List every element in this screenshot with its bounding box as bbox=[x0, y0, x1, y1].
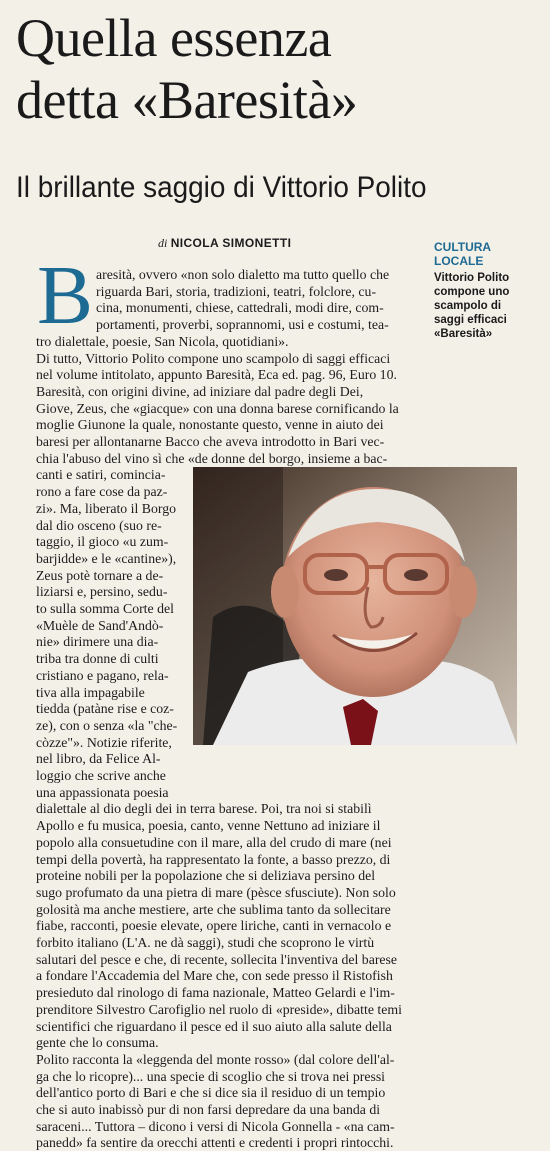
body-line: tiedda (patàne rise e coz- bbox=[36, 701, 174, 717]
body-line: salutari del pesce e che, di recente, sollecita l'inventiva del barese bbox=[36, 951, 398, 967]
byline bbox=[158, 236, 291, 250]
body-line: «Muèle de Sand'Andò- bbox=[36, 617, 164, 633]
rubric-line-1: CULTURA bbox=[434, 240, 492, 254]
body-line: tempi della povertà, ha rappresentato la fonte, a basso prezzo, di bbox=[36, 851, 391, 867]
summary-line: Vittorio Polito bbox=[434, 272, 510, 284]
body-line: to sulla somma Corte del bbox=[36, 601, 174, 616]
body-line: loggio che scrive anche bbox=[36, 768, 166, 783]
body-line: zi». Ma, liberato il Borgo bbox=[36, 500, 176, 516]
body-line: Baresità, con origini divine, ad iniziare dal padre degli Dei, bbox=[36, 383, 364, 399]
author-photo bbox=[193, 467, 517, 745]
body-line: Giove, Zeus, che «giacque» con una donna barese cornificando la bbox=[36, 400, 399, 416]
byline-author: NICOLA SIMONETTI bbox=[170, 236, 292, 250]
body-line: gente che lo consuma. bbox=[36, 1035, 159, 1051]
body-line: canti e satiri, comincia- bbox=[36, 467, 166, 483]
body-line: panedd» fa sentire da orecchi attenti e credenti i propri rintocchi. bbox=[36, 1135, 394, 1151]
body-line: una appassionata poesia bbox=[36, 784, 169, 800]
body-line: nie» dirimere una dia- bbox=[36, 634, 159, 650]
rubric-line-2: LOCALE bbox=[434, 254, 484, 268]
body-line: popolo alla consuetudine con il mare, alla del crudo di mare (nei bbox=[36, 834, 392, 850]
body-line: chia l'abuso del vino sì che «de donne del borgo, insieme a bac- bbox=[36, 450, 388, 466]
body-line: golosità ma anche mestiere, arte che sublima tanto da sollecitare bbox=[36, 901, 391, 917]
body-line: portamenti, proverbi, soprannomi, usi e costumi, tea- bbox=[96, 317, 389, 333]
body-line: rono a fare cose da paz- bbox=[36, 484, 168, 500]
body-line: Polito racconta la «leggenda del monte rosso» (dal colore dell'al- bbox=[36, 1051, 395, 1067]
body-line: forbito italiano (L'A. ne dà saggi), studi che scoprono le virtù bbox=[36, 935, 375, 950]
body-line: liziarsi e, persino, sedu- bbox=[36, 584, 168, 600]
sidebar-box bbox=[434, 240, 544, 341]
body-line: tiva alla impagabile bbox=[36, 684, 145, 700]
body-line: fiabe, racconti, poesie elevate, opere liriche, canti in vernacolo e bbox=[36, 918, 392, 934]
body-line: ze), con o senza «la "che- bbox=[36, 717, 178, 733]
summary-line: scampolo di bbox=[434, 300, 502, 312]
body-line: moglie Giunone la quale, nonostante questo, venne in aiuto dei bbox=[36, 417, 384, 433]
body-line: triba tra donne di culti bbox=[36, 651, 159, 667]
body-line: taggio, il gioco «u zum- bbox=[36, 534, 169, 550]
portrait-image bbox=[193, 467, 517, 745]
headline-line-1: Quella essenza bbox=[16, 8, 332, 68]
body-line: dialettale al dio degli dei in terra barese. Poi, tra noi si stabilì bbox=[36, 801, 372, 817]
subheadline: Il brillante saggio di Vittorio Polito bbox=[16, 171, 427, 204]
body-line: prenditore Silvestro Carofiglio nel ruolo di «preside», dibatte temi bbox=[36, 1001, 402, 1017]
body-line: còzze"». Notizie riferite, bbox=[36, 734, 172, 750]
summary-line: «Baresità» bbox=[434, 328, 493, 340]
body-line: presieduto dal rinologo di fama nazionale, Matteo Gelardi e l'im- bbox=[36, 985, 395, 1001]
body-line: nel libro, da Felice Al- bbox=[36, 751, 161, 767]
body-line: ga che lo ricopre)... una specie di scoglio che si trova nei pressi bbox=[36, 1068, 386, 1084]
body-line: cina, monumenti, chiese, cattedrali, modi dire, com- bbox=[96, 300, 384, 316]
body-line: dell'antico porto di Bari e che si dice sia il residuo di un tempio bbox=[36, 1085, 386, 1101]
body-line: nel volume intitolato, appunto Baresità, Eca ed. pag. 96, Euro 10. bbox=[36, 367, 397, 383]
body-line: dal dio osceno (suo re- bbox=[36, 517, 162, 533]
body-line: a fondare l'Accademia del Mare che, con sede presso il Ristofish bbox=[36, 968, 393, 984]
body-line: baresi per allontanarne Bacco che aveva introdotto in Bari vec- bbox=[36, 434, 385, 449]
body-line: che si auto inabissò pur di non farsi depredare da una banda di bbox=[36, 1102, 381, 1117]
drop-cap: B bbox=[36, 249, 94, 342]
summary-line: compone uno bbox=[434, 286, 510, 298]
sidebar-summary bbox=[434, 271, 544, 341]
body-line: Di tutto, Vittorio Polito compone uno scampolo di saggi efficaci bbox=[36, 350, 391, 366]
body-line: barjidde» e le «cantine»), bbox=[36, 550, 177, 566]
body-line: Zeus potè tornare a de- bbox=[36, 567, 164, 583]
body-line: tro dialettale, poesie, San Nicola, quotidiani». bbox=[36, 333, 289, 349]
body-line: sugo profumato da una pietra di mare (pèsce sfusciute). Non solo bbox=[36, 884, 396, 900]
body-line: cristiano e pagano, rela- bbox=[36, 667, 169, 683]
body-line: riguarda Bari, storia, tradizioni, teatri, folclore, cu- bbox=[96, 283, 377, 299]
byline-prefix: di bbox=[158, 236, 168, 250]
body-line: Apollo e fu musica, poesia, canto, venne Nettuno ad iniziare il bbox=[36, 818, 381, 834]
body-line: scientifici che riguardano il pesce ed il suo aiuto alla salute della bbox=[36, 1018, 392, 1034]
summary-line: saggi efficaci bbox=[434, 314, 507, 326]
headline-line-2: detta «Baresità» bbox=[16, 70, 358, 130]
body-line: aresità, ovvero «non solo dialetto ma tutto quello che bbox=[96, 267, 390, 282]
body-line: proteine nobili per la popolazione che si deliziava persino del bbox=[36, 868, 376, 884]
body-line: saraceni... Tuttora – dicono i versi di Nicola Gonnella - «na cam- bbox=[36, 1118, 395, 1134]
